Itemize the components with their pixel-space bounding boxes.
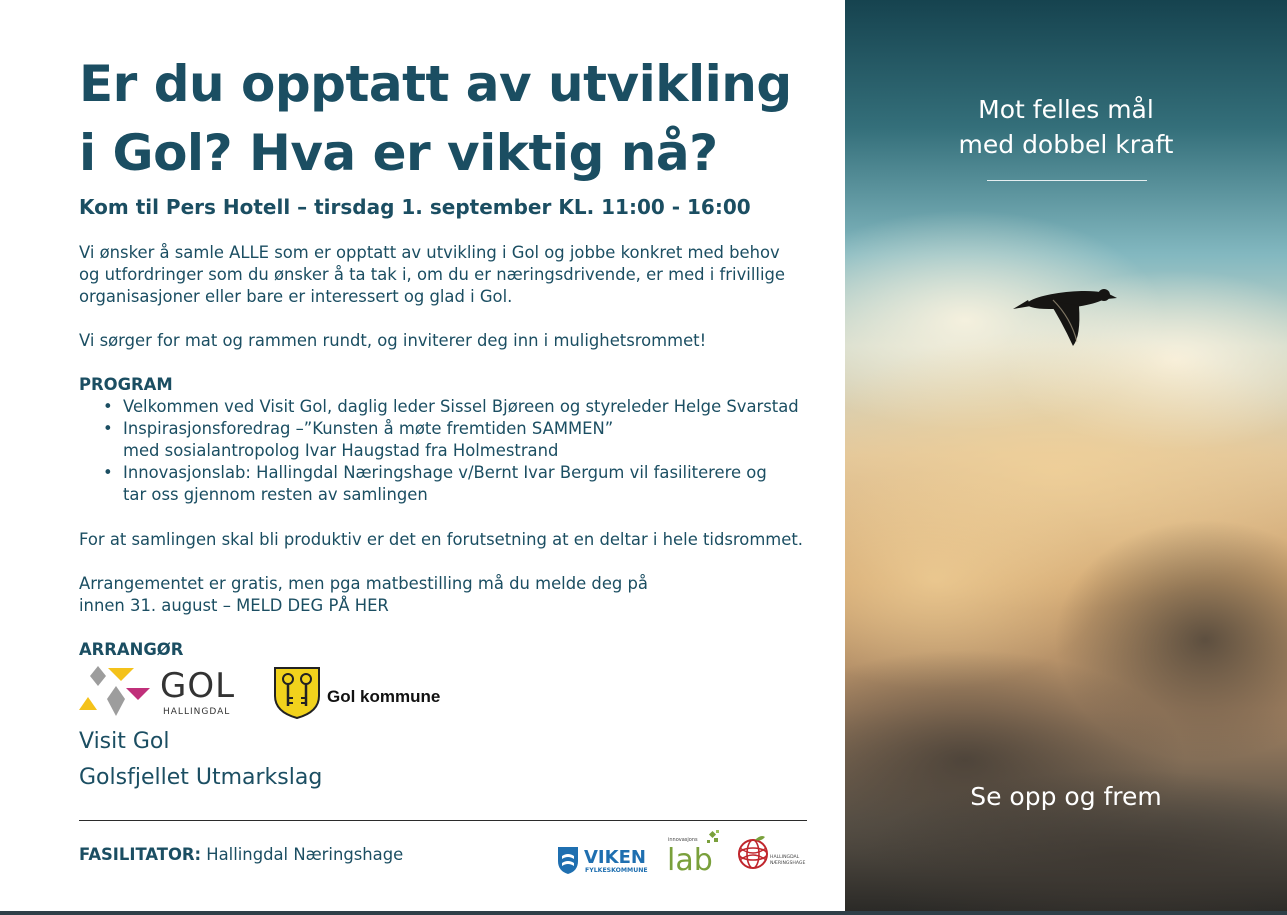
registration-link[interactable]: innen 31. august – MELD DEG PÅ HER bbox=[79, 596, 389, 615]
slogan-top bbox=[845, 92, 1287, 162]
program-item-text: tar oss gjennom resten av samlingen bbox=[123, 485, 428, 504]
logo-diamond-grey-2 bbox=[107, 686, 125, 716]
program-item-text: Innovasjonslab: Hallingdal Næringshage v/Bernt Ivar Bergum vil fasiliterere og bbox=[123, 463, 767, 482]
program-list bbox=[79, 396, 829, 506]
registration-paragraph bbox=[79, 573, 819, 617]
slogan-divider bbox=[987, 180, 1147, 181]
lab-small-text: innovasjons bbox=[668, 837, 698, 843]
photo-panel bbox=[845, 0, 1287, 911]
facilitator-line bbox=[79, 844, 403, 866]
viken-fylkeskommune-logo bbox=[557, 844, 652, 876]
viken-subtitle: FYLKESKOMMUNE bbox=[585, 867, 648, 874]
slogan-bottom: Se opp og frem bbox=[970, 782, 1162, 811]
viken-wordmark: VIKEN bbox=[584, 847, 646, 868]
registration-line: Arrangementet er gratis, men pga matbestilling må du melde deg på bbox=[79, 574, 648, 593]
organizer-heading: ARRANGØR bbox=[79, 640, 184, 659]
gol-logo-wordmark: GOL bbox=[160, 666, 236, 706]
footer-divider bbox=[79, 820, 807, 821]
logo-triangle-yellow-2 bbox=[79, 697, 97, 710]
catering-paragraph: Vi sørger for mat og rammen rundt, og inviterer deg inn i mulighetsrommet! bbox=[79, 331, 707, 350]
headline-line-1: Er du opptatt av utvikling bbox=[79, 55, 792, 113]
lab-wordmark: lab bbox=[667, 843, 713, 874]
headline bbox=[79, 50, 839, 188]
intro-line: Vi ønsker å samle ALLE som er opptatt av utvikling i Gol og jobbe konkret med behov bbox=[79, 243, 780, 262]
intro-paragraph bbox=[79, 242, 819, 308]
hng-line2: NÆRINGSHAGE bbox=[770, 861, 806, 866]
program-item bbox=[79, 396, 829, 418]
hallingdal-naeringshage-logo bbox=[737, 834, 809, 872]
slogan-line-1: Mot felles mål bbox=[978, 95, 1154, 124]
innovasjonslab-logo bbox=[666, 828, 722, 874]
logo-triangle-magenta bbox=[126, 688, 150, 700]
organizer-golsfjellet-utmarkslag: Golsfjellet Utmarkslag bbox=[79, 765, 323, 790]
program-item bbox=[79, 462, 829, 506]
facilitator-label: FASILITATOR: bbox=[79, 845, 202, 864]
intro-line: organisasjoner eller bare er interessert og glad i Gol. bbox=[79, 287, 513, 306]
headline-line-2: i Gol? Hva er viktig nå? bbox=[79, 124, 718, 182]
program-item-text: med sosialantropolog Ivar Haugstad fra Holmestrand bbox=[123, 441, 559, 460]
gol-kommune-coat-of-arms bbox=[273, 666, 321, 720]
attendance-note: For at samlingen skal bli produktiv er det en forutsetning at en deltar i hele tidsrommet. bbox=[79, 530, 803, 549]
program-item-text: Velkommen ved Visit Gol, daglig leder Sissel Bjøreen og styreleder Helge Svarstad bbox=[123, 397, 799, 416]
organizer-visit-gol: Visit Gol bbox=[79, 729, 170, 754]
gol-kommune-label: Gol kommune bbox=[327, 687, 441, 706]
gol-logo-subtitle: HALLINGDAL bbox=[163, 707, 231, 717]
slogan-line-2: med dobbel kraft bbox=[958, 130, 1174, 159]
logo-triangle-yellow bbox=[108, 668, 134, 681]
program-item bbox=[79, 418, 829, 462]
bottom-edge-bar bbox=[0, 911, 1287, 915]
logo-diamond-grey bbox=[90, 666, 106, 686]
program-heading: PROGRAM bbox=[79, 375, 173, 394]
intro-line: og utfordringer som du ønsker å ta tak i, om du er næringsdrivende, er med i frivillige bbox=[79, 265, 786, 284]
event-location-time: Kom til Pers Hotell – tirsdag 1. september KL. 11:00 - 16:00 bbox=[79, 195, 751, 219]
hng-line1: HALLINGDAL bbox=[770, 855, 800, 860]
program-item-text: Inspirasjonsforedrag –”Kunsten å møte fremtiden SAMMEN” bbox=[123, 419, 614, 438]
facilitator-name: Hallingdal Næringshage bbox=[206, 845, 404, 864]
